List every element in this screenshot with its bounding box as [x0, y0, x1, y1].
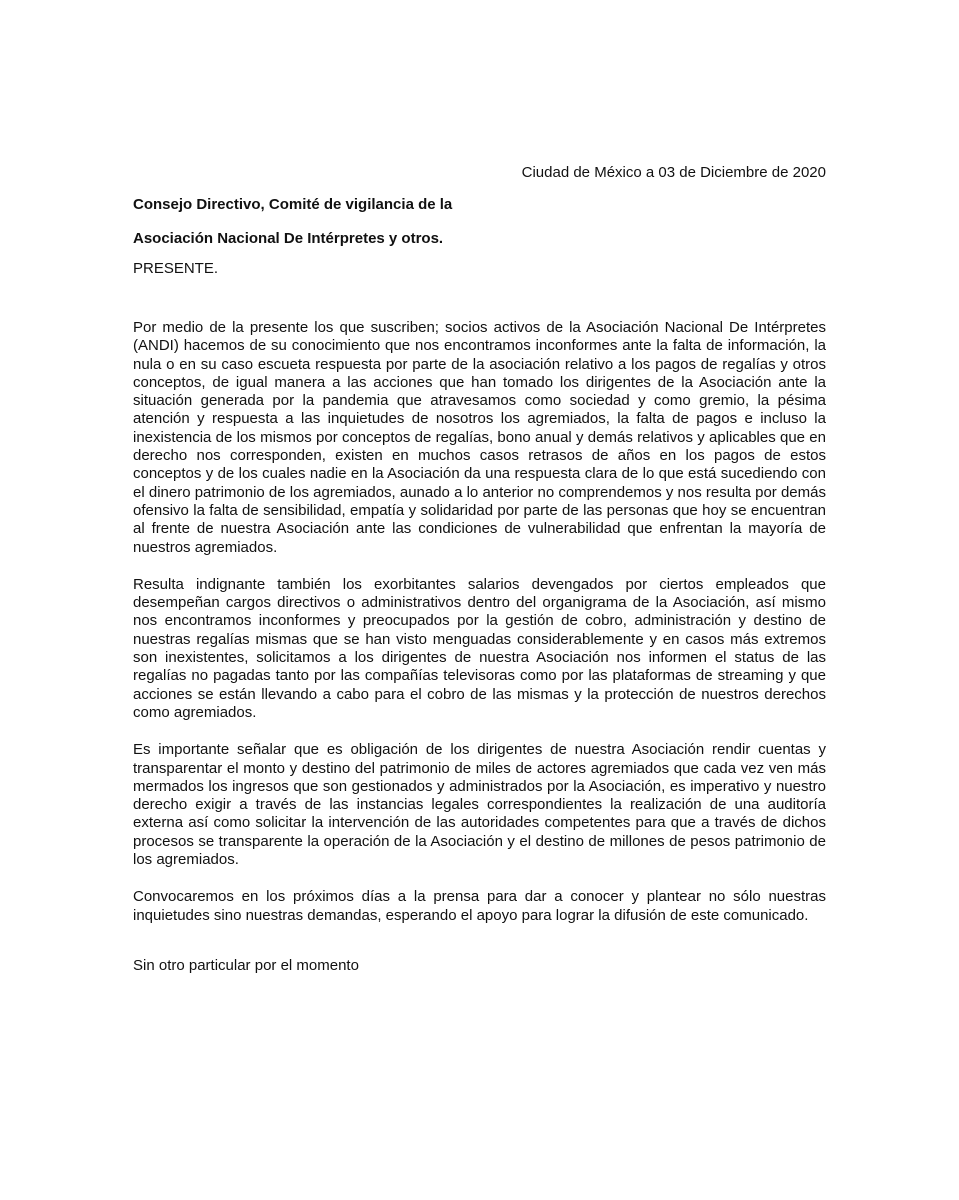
recipient-line-2: Asociación Nacional De Intérpretes y otros. [133, 230, 444, 247]
salutation: PRESENTE. [133, 260, 219, 277]
date-line: Ciudad de México a 03 de Diciembre de 2020 [521, 164, 826, 181]
body-paragraph-1: Por medio de la presente los que suscriben; socios activos de la Asociación Nacional De Intérpretes (ANDI) hacemos de su conocimiento que nos encontramos inconformes ante la falta de información, la nula o en su caso escueta respuesta por parte de la asociación relativo a los pagos de regalías y otros conceptos, de igual manera a las acciones que han tomado los dirigentes de la Asociación ante la situación generada por la pandemia que atravesamos como sociedad y como gremio, la pésima atención y respuesta a las inquietudes de nosotros los agremiados, la falta de pagos e incluso la inexistencia de los mismos por conceptos de regalías, bono anual y demás relativos y aplicables que en derecho nos corresponden, existen en muchos casos retrasos de años en los pagos de estos conceptos y de los cuales nadie en la Asociación da una respuesta clara de lo que está sucediendo con el dinero patrimonio de los agremiados, aunado a lo anterior no comprendemos y nos resulta por demás ofensivo la falta de sensibilidad, empatía y solidaridad por parte de las personas que hoy se encuentran al frente de nuestra Asociación ante las condiciones de vulnerabilidad que enfrentan la mayoría de nuestros agremiados. [133, 319, 826, 556]
body-paragraph-3: Es importante señalar que es obligación de los dirigentes de nuestra Asociación rendir cuentas y transparentar el monto y destino del patrimonio de miles de actores agremiados que cada vez ven más mermados los ingresos que son gestionados y administrados por la Asociación, es imperativo y nuestro derecho exigir a través de las instancias legales correspondientes la realización de una auditoría externa así como solicitar la intervención de las autoridades competentes para que a través de dichos procesos se transparente la operación de la Asociación y el destino de millones de pesos patrimonio de los agremiados. [133, 741, 826, 869]
recipient-line-1: Consejo Directivo, Comité de vigilancia de la [133, 196, 453, 213]
closing-line: Sin otro particular por el momento [133, 957, 359, 974]
letter-body [133, 319, 826, 944]
body-paragraph-4: Convocaremos en los próximos días a la prensa para dar a conocer y plantear no sólo nuestras inquietudes sino nuestras demandas, esperando el apoyo para lograr la difusión de este comunicado. [133, 888, 826, 924]
body-paragraph-2: Resulta indignante también los exorbitantes salarios devengados por ciertos empleados que desempeñan cargos directivos o administrativos dentro del organigrama de la Asociación, así mismo nos encontramos inconformes y preocupados por la gestión de cobro, administración y destino de nuestras regalías mismas que se han visto menguadas considerablemente y en casos más extremos son inexistentes, solicitamos a los dirigentes de nuestra Asociación nos informen el status de las regalías no pagadas tanto por las compañías televisoras como por las plataformas de streaming y que acciones se están llevando a cabo para el cobro de las mismas y la protección de nuestros derechos como agremiados. [133, 575, 826, 721]
